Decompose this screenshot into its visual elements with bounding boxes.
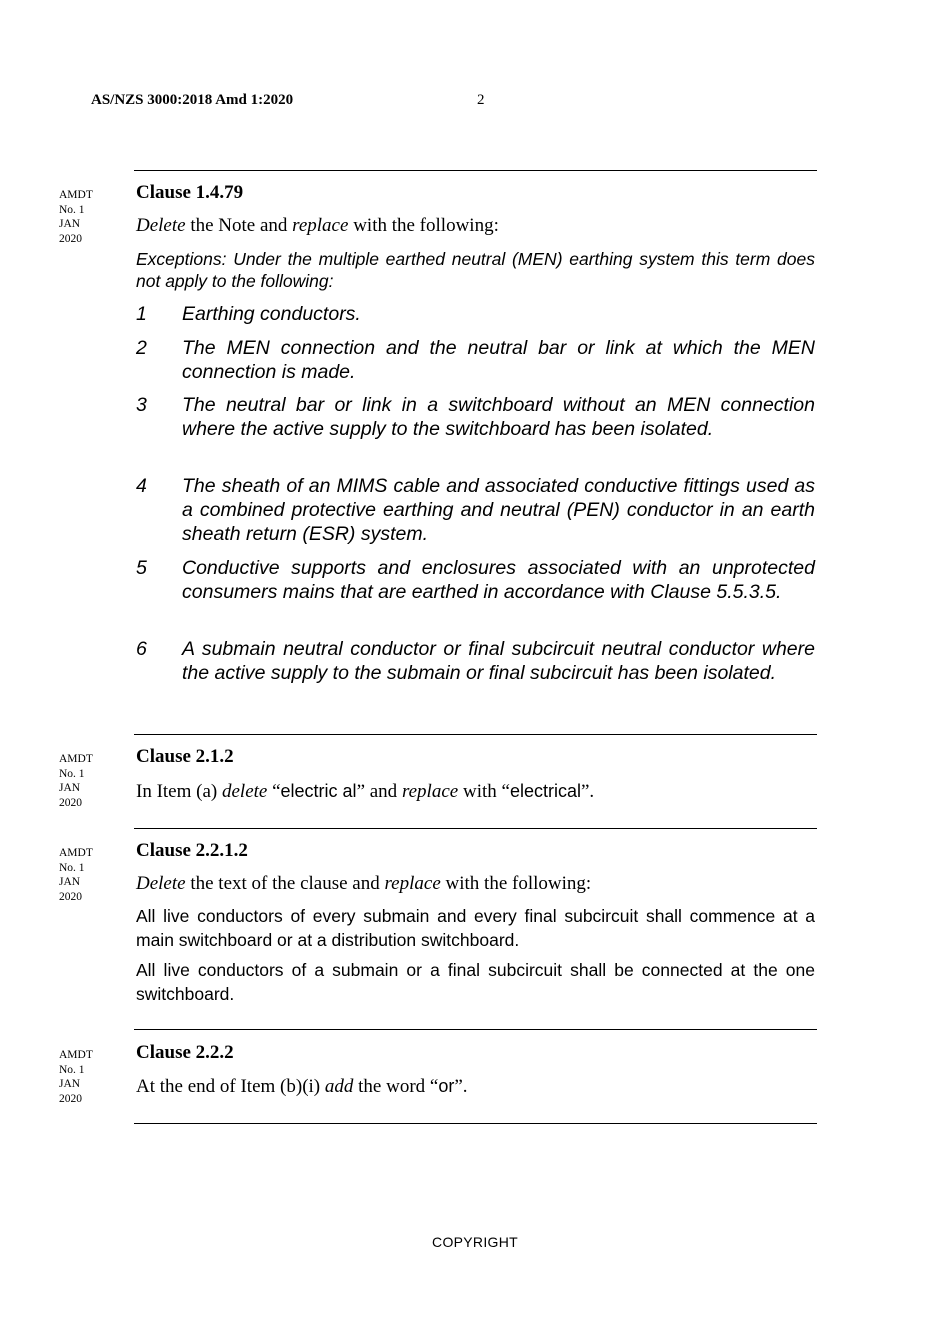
replacement-paragraph: All live conductors of a submain or a final subcircuit shall be connected at the one switchboard.: [136, 960, 815, 1004]
replacement-paragraph: All live conductors of every submain and every final subcircuit shall commence at a main switchboard or at a distribution switchboard.: [136, 906, 815, 950]
amendment-margin-note: AMDT No. 1 JAN 2020: [59, 847, 93, 903]
quoted-text: electric al: [280, 781, 357, 801]
divider: [134, 1029, 817, 1030]
clause-title: Clause 2.2.2: [136, 1042, 234, 1063]
divider: [134, 828, 817, 829]
amendment-instruction: Delete the text of the clause and replace with the following:: [136, 873, 592, 894]
exceptions-note: Exceptions: Under the multiple earthed neutral (MEN) earthing system this term does not apply to the following:: [136, 249, 815, 291]
clause-title: Clause 1.4.79: [136, 182, 244, 203]
amendment-margin-note: AMDT No. 1 JAN 2020: [59, 753, 93, 809]
copyright-footer: COPYRIGHT: [432, 1234, 518, 1250]
quoted-text: electrical: [509, 781, 581, 801]
clause-title: Clause 2.1.2: [136, 746, 234, 767]
amendment-margin-note: AMDT No. 1 JAN 2020: [59, 1049, 93, 1105]
clause-title: Clause 2.2.1.2: [136, 840, 248, 861]
divider: [134, 734, 817, 735]
amendment-instruction: In Item (a) delete “electric al” and replace with “electrical”.: [136, 781, 595, 802]
amendment-margin-note: AMDT No. 1 JAN 2020: [59, 189, 93, 245]
amendment-instruction: Delete the Note and replace with the following:: [136, 215, 499, 236]
quoted-text: or: [438, 1076, 455, 1096]
divider: [134, 1123, 817, 1124]
document-standard-id: AS/NZS 3000:2018 Amd 1:2020: [91, 92, 294, 108]
page-number: 2: [477, 92, 485, 108]
divider: [134, 170, 817, 171]
amendment-instruction: At the end of Item (b)(i) add the word “or”.: [136, 1076, 468, 1097]
